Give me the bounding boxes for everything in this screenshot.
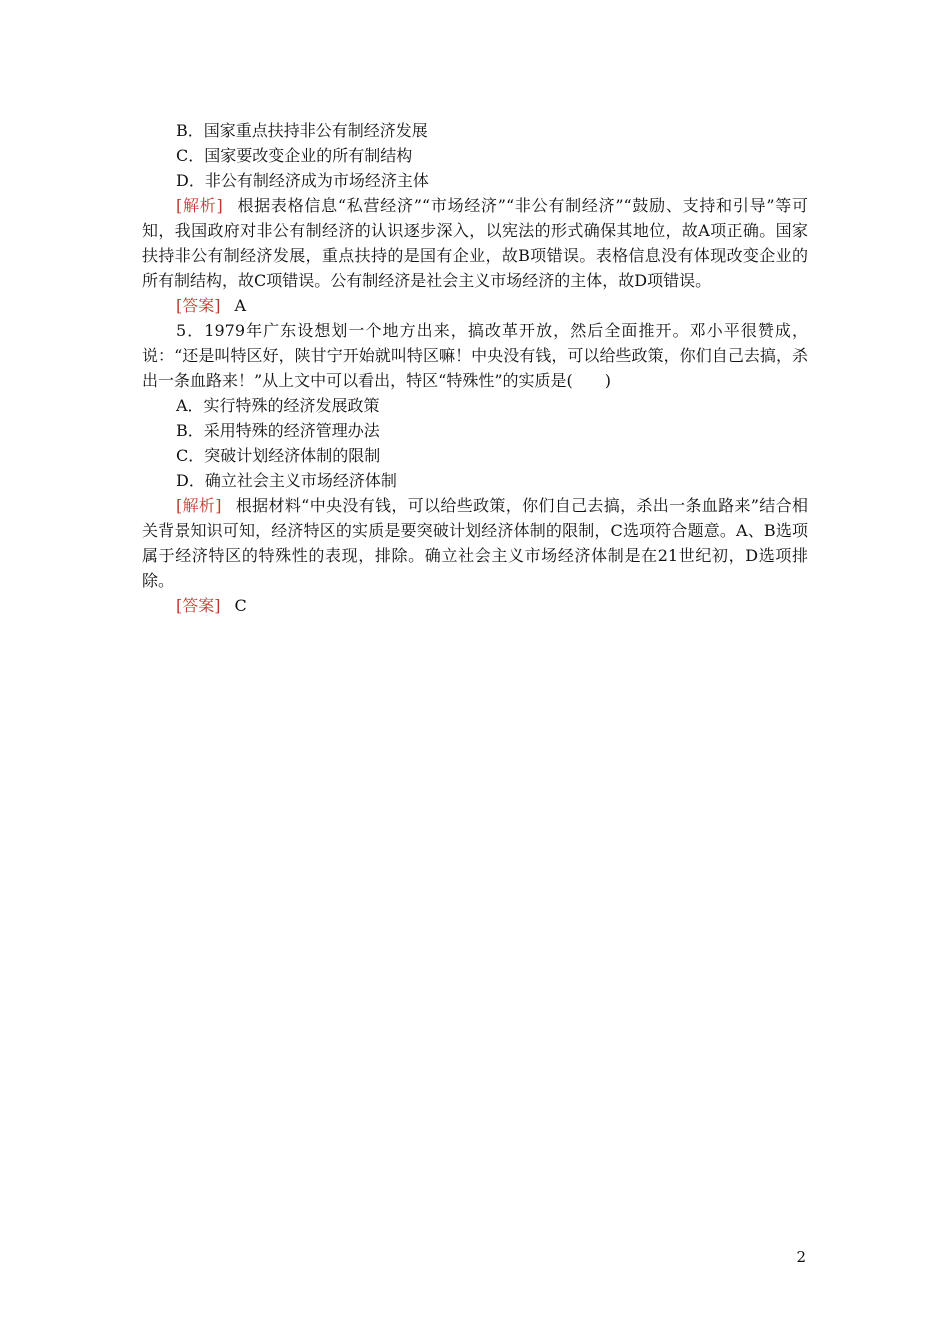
- q5-answer-label: [答案]: [176, 596, 221, 615]
- q5-answer-value: C: [234, 596, 247, 615]
- q5-option-a: A．实行特殊的经济发展政策: [176, 396, 380, 415]
- q5-stem: 5．1979年广东设想划一个地方出来，搞改革开放，然后全面推开。邓小平很赞成，说：“还是叫特区好，陕甘宁开始就叫特区嘛！中央没有钱，可以给些政策，你们自己去搞，杀出一条血路来！”从上文中可以看出，特区“特殊性”的实质是( ): [142, 321, 808, 390]
- q4-answer-value: A: [234, 296, 247, 315]
- q5-analysis-label: [解析]: [176, 496, 222, 515]
- q4-analysis-text: 根据表格信息“私营经济”“市场经济”“非公有制经济”“鼓励、支持和引导”等可知，我国政府对非公有制经济的认识逐步深入，以宪法的形式确保其地位，故A项正确。国家扶持非公有制经济发展，重点扶持的是国有企业，故B项错误。表格信息没有体现改变企业的所有制结构，故C项错误。公有制经济是社会主义市场经济的主体，故D项错误。: [142, 196, 808, 290]
- q4-option-b: B．国家重点扶持非公有制经济发展: [176, 121, 428, 140]
- page-number: 2: [796, 1248, 806, 1266]
- q4-option-d: D．非公有制经济成为市场经济主体: [176, 171, 429, 190]
- document-body: [142, 118, 808, 618]
- q5-analysis: [142, 493, 808, 593]
- q5-option-c: C．突破计划经济体制的限制: [176, 446, 381, 465]
- q4-option-c: C．国家要改变企业的所有制结构: [176, 146, 413, 165]
- q4-analysis: [142, 193, 808, 293]
- q5-answer: [142, 593, 808, 618]
- q5-option-d: D．确立社会主义市场经济体制: [176, 471, 397, 490]
- q4-answer: [142, 293, 808, 318]
- q5-option-b: B．采用特殊的经济管理办法: [176, 421, 380, 440]
- q4-analysis-label: [解析]: [176, 196, 223, 215]
- q4-answer-label: [答案]: [176, 296, 221, 315]
- q5-analysis-text: 根据材料“中央没有钱，可以给些政策，你们自己去搞，杀出一条血路来”结合相关背景知识可知，经济特区的实质是要突破计划经济体制的限制，C选项符合题意。A、B选项属于经济特区的特殊性的表现，排除。确立社会主义市场经济体制是在21世纪初，D选项排除。: [142, 496, 808, 590]
